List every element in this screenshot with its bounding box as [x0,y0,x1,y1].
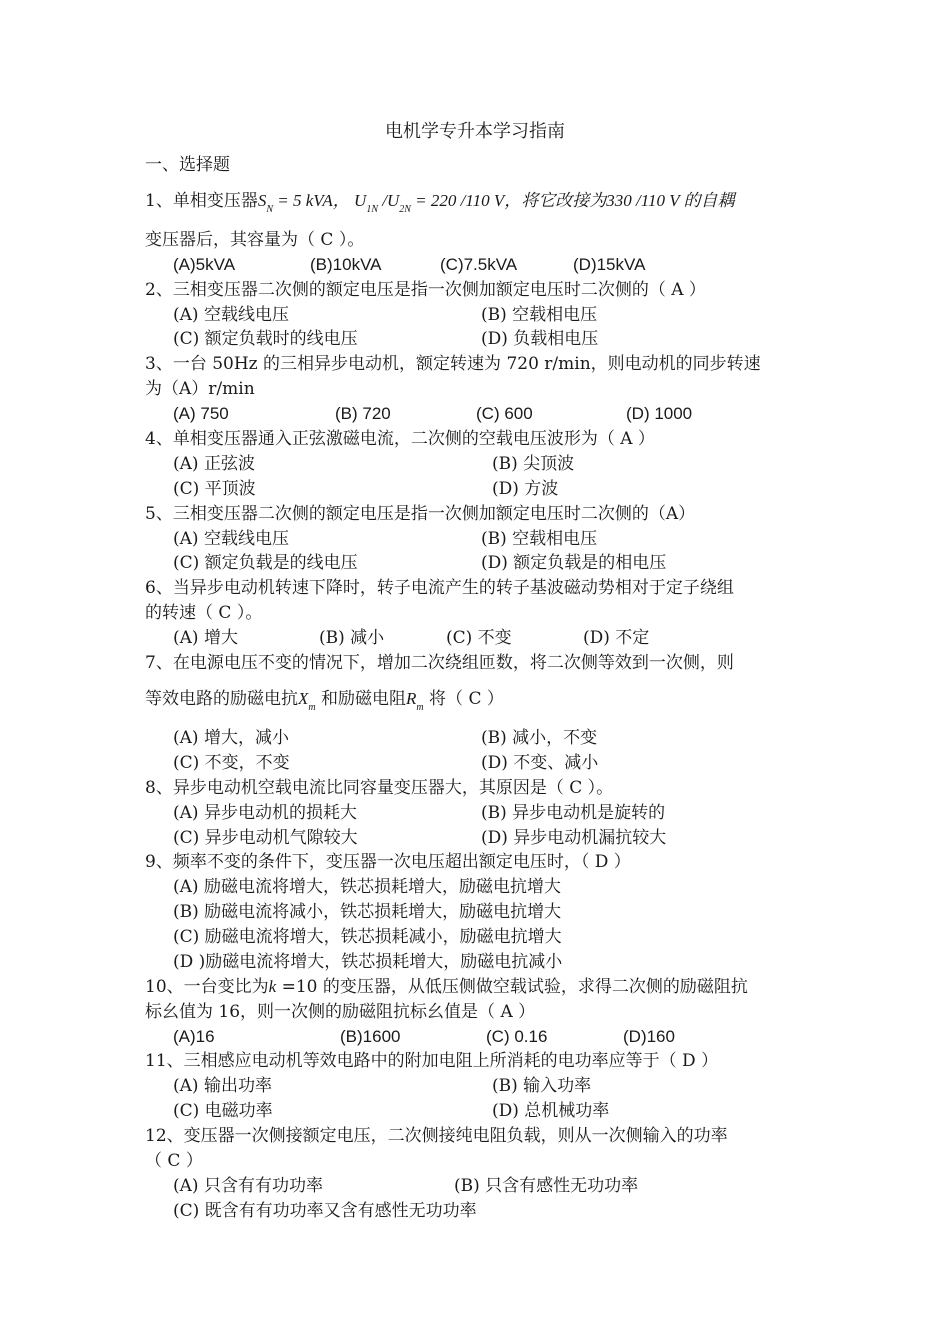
question-3-line-2: 为（A）r/min [145,379,255,399]
q7-option-d: (D) 不变、减小 [481,753,599,773]
q4-option-d: (D) 方波 [492,479,559,499]
q10-option-c: (C) 0.16 [486,1027,548,1046]
var-rm: $R_m$ [406,689,424,713]
q4-option-a: (A) 正弦波 [173,454,255,474]
q1-option-b: (B)10kVA [310,255,382,274]
q8-option-d: (D) 异步电动机漏抗较大 [481,828,667,848]
q10-text-a: 10、一台变比为 [145,977,269,997]
var-k: k [268,977,277,996]
q9-option-d: (D )励磁电流将增大，铁芯损耗增大，励磁电抗减小 [173,952,563,972]
question-8: 8、异步电动机空载电流比同容量变压器大，其原因是（ C ）。 [145,778,614,798]
q11-option-c: (C) 电磁功率 [173,1101,273,1121]
q10-text-b: =10 的变压器，从低压侧做空载试验，求得二次侧的励磁阻抗 [276,977,748,997]
q3-option-a: (A) 750 [173,404,229,423]
q12-option-a: (A) 只含有有功功率 [173,1176,323,1196]
q10-option-b: (B)1600 [340,1027,401,1046]
q3-option-c: (C) 600 [476,404,533,423]
question-1-line-1 [145,190,735,221]
question-9: 9、频率不变的条件下，变压器一次电压超出额定电压时，（ D ） [145,852,631,872]
question-10-line-1 [145,976,748,998]
question-12-line-1: 12、变压器一次侧接额定电压，二次侧接纯电阻负载，则从一次侧输入的功率 [145,1126,728,1146]
slash: / [377,191,387,210]
q6-option-a: (A) 增大 [173,628,238,648]
q9-option-c: (C) 励磁电流将增大，铁芯损耗减小，励磁电抗增大 [173,927,562,947]
q7-text-b: 和励磁电阻 [315,689,407,709]
q8-option-c: (C) 异步电动机气隙较大 [173,828,358,848]
q7-option-c: (C) 不变，不变 [173,753,290,773]
q1-option-d: (D)15kVA [573,255,646,274]
q3-option-d: (D) 1000 [626,404,693,423]
q5-option-c: (C) 额定负载是的线电压 [173,553,358,573]
question-6-line-2: 的转速（ C ）。 [145,603,263,623]
question-1-line-2: 变压器后，其容量为（ C ）。 [145,230,365,250]
q12-option-c: (C) 既含有有功功率又含有感性无功功率 [173,1201,477,1221]
question-10-line-2: 标幺值为 16，则一次侧的励磁阻抗标幺值是（ A ） [145,1002,536,1022]
question-7-line-1: 7、在电源电压不变的情况下，增加二次绕组匝数，将二次侧等效到一次侧，则 [145,653,734,673]
q7-option-b: (B) 减小，不变 [481,728,598,748]
q6-option-d: (D) 不定 [583,628,650,648]
q2-option-d: (D) 负载相电压 [481,329,599,349]
q5-option-b: (B) 空载相电压 [481,529,598,549]
q9-option-a: (A) 励磁电流将增大，铁芯损耗增大，励磁电抗增大 [173,877,561,897]
q6-option-b: (B) 减小 [319,628,385,648]
question-7-line-2 [145,688,504,719]
q10-option-d: (D)160 [623,1027,675,1046]
q8-option-a: (A) 异步电动机的损耗大 [173,803,357,823]
question-2: 2、三相变压器二次侧的额定电压是指一次侧加额定电压时二次侧的（ A ） [145,280,706,300]
q6-option-c: (C) 不变 [446,628,512,648]
q11-option-d: (D) 总机械功率 [492,1101,610,1121]
q4-option-c: (C) 平顶波 [173,479,256,499]
q9-option-b: (B) 励磁电流将减小，铁芯损耗增大，励磁电抗增大 [173,902,562,922]
q5-option-a: (A) 空载线电压 [173,529,289,549]
question-5: 5、三相变压器二次侧的额定电压是指一次侧加额定电压时二次侧的（A） [145,504,696,524]
question-6-line-1: 6、当异步电动机转速下降时，转子电流产生的转子基波磁动势相对于定子绕组 [145,578,734,598]
q4-option-b: (B) 尖顶波 [492,454,575,474]
question-12-line-2: （ C ） [145,1151,203,1171]
q7-text-a: 等效电路的励磁电抗 [145,689,298,709]
var-u1n: $U_{1N}$ [354,191,378,215]
q10-option-a: (A)16 [173,1027,215,1046]
question-11: 11、三相感应电动机等效电路中的附加电阻上所消耗的电功率应等于（ D ） [145,1051,719,1071]
q11-option-a: (A) 输出功率 [173,1076,272,1096]
var-sn: $S_N$ [257,191,273,215]
question-4: 4、单相变压器通入正弦激磁电流，二次侧的空载电压波形为（ A ） [145,429,655,449]
q2-option-a: (A) 空载线电压 [173,305,289,325]
question-3-line-1: 3、一台 50Hz 的三相异步电动机，额定转速为 720 r/min，则电动机的同步转速 [145,354,761,374]
q1-option-a: (A)5kVA [173,255,236,274]
q1-option-c: (C)7.5kVA [440,255,518,274]
q7-text-c: 将（ C ） [423,689,504,709]
q5-option-d: (D) 额定负载是的相电压 [481,553,667,573]
sn-value: = 5 kVA， [273,191,350,210]
ratio-text: = 220 /110 V，将它改接为330 /110 V 的自耦 [410,191,735,210]
q7-option-a: (A) 增大，减小 [173,728,289,748]
q2-option-c: (C) 额定负载时的线电压 [173,329,358,349]
q8-option-b: (B) 异步电动机是旋转的 [481,803,666,823]
var-u2n: $U_{2N}$ [386,191,411,215]
var-xm: $X_m$ [298,689,316,713]
q3-option-b: (B) 720 [335,404,391,423]
q2-option-b: (B) 空载相电压 [481,305,598,325]
page-title: 电机学专升本学习指南 [385,121,565,142]
q11-option-b: (B) 输入功率 [492,1076,592,1096]
section-heading: 一、选择题 [145,155,230,175]
q12-option-b: (B) 只含有感性无功功率 [454,1176,639,1196]
question-1-prefix: 1、单相变压器 [145,191,258,211]
